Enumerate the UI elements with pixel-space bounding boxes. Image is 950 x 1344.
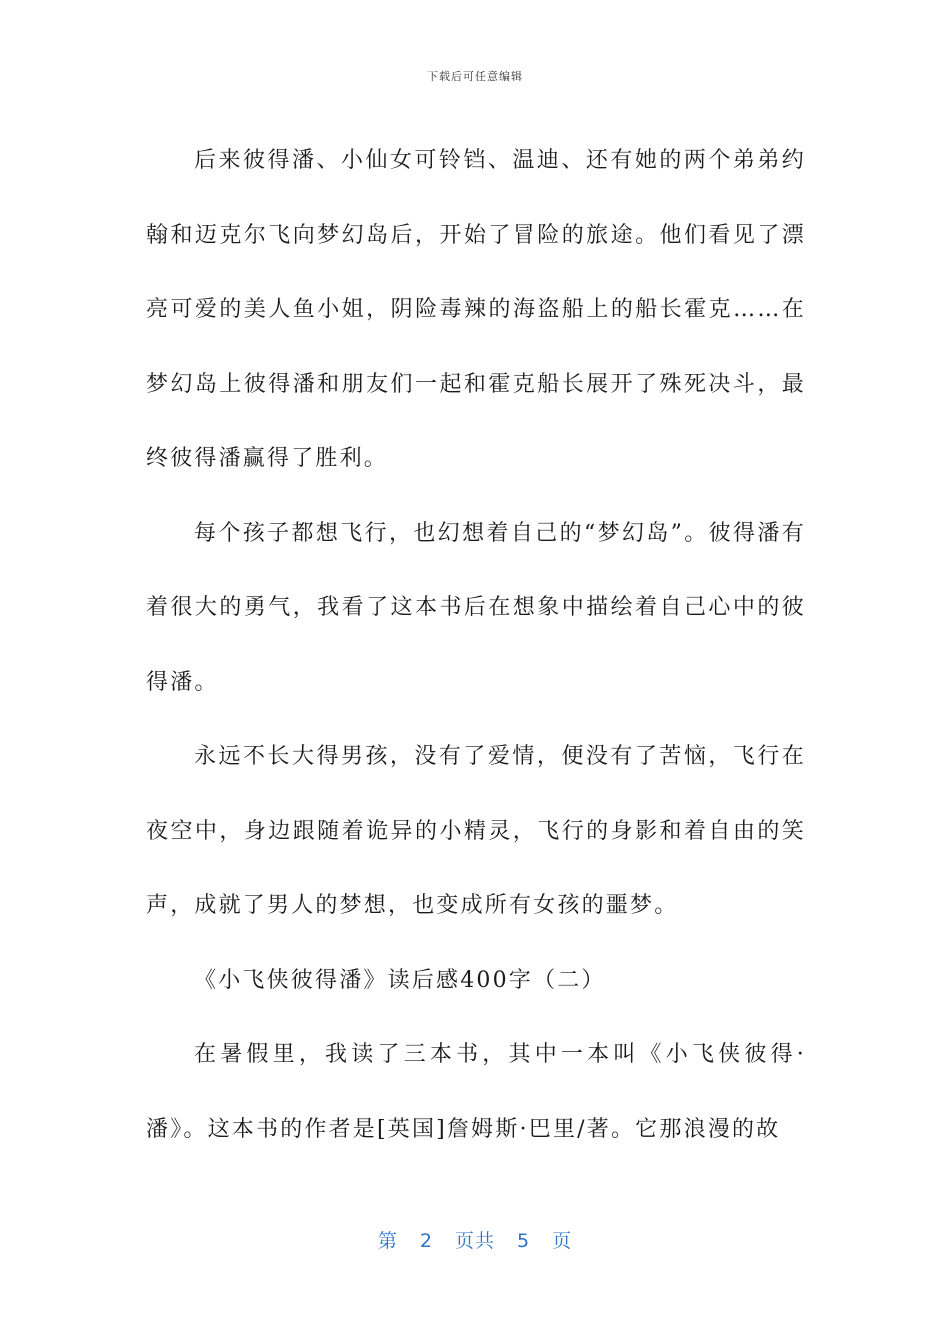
paragraph: 后来彼得潘、小仙女可铃铛、温迪、还有她的两个弟弟约翰和迈克尔飞向梦幻岛后，开始了冒险的旅途。他们看见了漂亮可爱的美人鱼小姐，阴险毒辣的海盗船上的船长霍克……在梦幻岛上彼得潘和朋友们一起和霍克船长展开了殊死决斗，最终彼得潘赢得了胜利。: [146, 148, 806, 471]
document-body: [146, 124, 806, 1167]
paragraph: 每个孩子都想飞行，也幻想着自己的“梦幻岛”。彼得潘有着很大的勇气，我看了这本书后在想象中描绘着自己心中的彼得潘。: [146, 520, 806, 695]
header-note: 下载后可任意编辑: [427, 70, 523, 83]
total-pages: 5: [517, 1230, 531, 1252]
paragraph: 永远不长大得男孩，没有了爱情，便没有了苦恼，飞行在夜空中，身边跟随着诡异的小精灵，飞行的身影和着自由的笑声，成就了男人的梦想，也变成所有女孩的噩梦。: [146, 744, 806, 918]
footer-prefix: 第: [377, 1230, 398, 1252]
page-number-footer: [0, 1226, 950, 1253]
current-page: 2: [419, 1230, 433, 1252]
footer-middle: 页共: [454, 1230, 495, 1252]
paragraph: 在暑假里，我读了三本书，其中一本叫《小飞侠彼得·潘》。这本书的作者是[英国]詹姆斯·巴里/著。它那浪漫的故: [146, 1042, 806, 1142]
footer-suffix: 页: [552, 1230, 573, 1252]
section-heading: 《小飞侠彼得潘》读后感400字（二）: [194, 967, 606, 993]
